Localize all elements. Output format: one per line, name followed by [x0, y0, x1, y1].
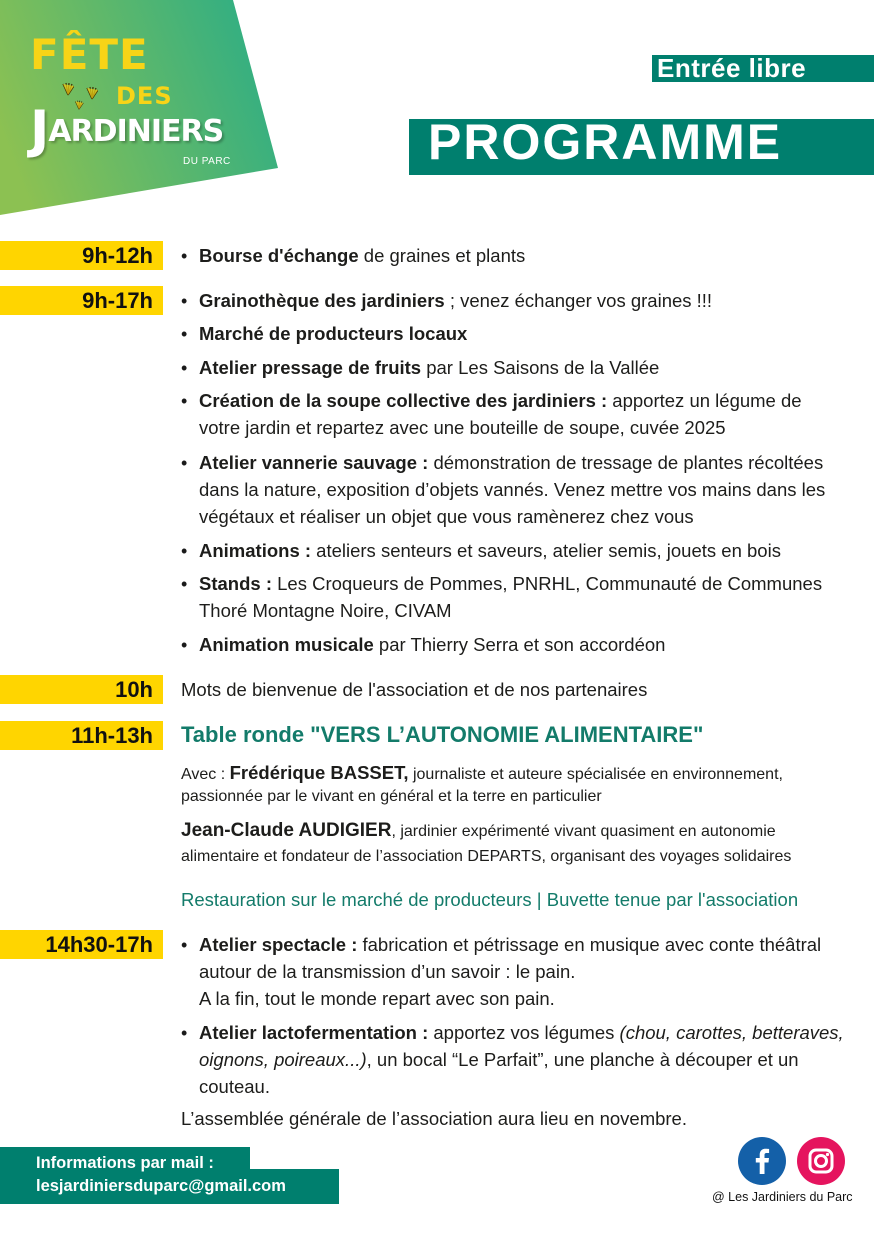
instagram-icon [797, 1137, 845, 1185]
guest-1-continuation: passionnée par le vivant en général et la terre en particulier [181, 788, 602, 805]
list-item [199, 573, 822, 595]
logo-des: DES [116, 82, 173, 110]
guest-desc: , jardinier expérimenté vivant quasiment en autonomie [391, 823, 776, 840]
item-text: apportez un légume de [607, 390, 802, 411]
item-bold: Atelier spectacle : [199, 934, 358, 955]
item-italic: oignons, poireaux...) [199, 1049, 367, 1070]
email-link[interactable]: lesjardiniersduparc@gmail.com [36, 1177, 286, 1195]
item-bold: Stands : [199, 573, 272, 594]
logo-du-parc: DU PARC [183, 156, 231, 167]
bullet: • [181, 935, 188, 955]
item-text: par Les Saisons de la Vallée [421, 357, 660, 378]
round-table-title: Table ronde "VERS L’AUTONOMIE ALIMENTAIRE" [181, 722, 704, 747]
item-continuation: A la fin, tout le monde repart avec son pain. [199, 988, 555, 1009]
item-bold: Atelier pressage de fruits [199, 357, 422, 378]
item-text: ateliers senteurs et saveurs, atelier semis, jouets en bois [311, 540, 781, 561]
list-item [199, 934, 821, 956]
catering-note: Restauration sur le marché de producteurs | Buvette tenue par l'association [181, 889, 799, 910]
facebook-button[interactable] [738, 1137, 786, 1185]
mail-label: Informations par mail : [36, 1154, 214, 1172]
welcome-text: Mots de bienvenue de l'association et de nos partenaires [181, 679, 648, 700]
item-bold: Bourse d'échange [199, 245, 359, 266]
guest-name: Frédérique BASSET, [229, 762, 409, 783]
time-text: 14h30-17h [45, 932, 153, 957]
item-text: , un bocal “Le Parfait”, une planche à découper et un [366, 1049, 799, 1070]
logo-jardiniers [30, 100, 224, 160]
time-label-9h-12h [0, 241, 163, 270]
item-bold: Animations : [199, 540, 312, 561]
item-continuation: dans la nature, exposition d’objets vannés. Venez mettre vos mains dans les [199, 479, 826, 500]
item-text: Les Croqueurs de Pommes, PNRHL, Communauté de Communes [271, 573, 823, 594]
entree-libre-text: Entrée libre [657, 53, 807, 83]
time-text: 10h [115, 677, 153, 702]
guest-1 [181, 762, 783, 786]
item-text: démonstration de tressage de plantes récoltées [428, 452, 824, 473]
item-bold: Atelier lactofermentation : [199, 1022, 429, 1043]
programme-title-box [409, 114, 874, 175]
guest-2 [181, 820, 776, 843]
entree-libre-badge [652, 55, 874, 82]
item-text: de graines et plants [358, 245, 526, 266]
item-bold: Grainothèque des jardiniers [199, 290, 445, 311]
wheat-tuft-icon [86, 86, 98, 100]
time-text: 9h-12h [82, 243, 153, 268]
guest-prefix: Avec : [181, 766, 230, 783]
item-bold: Marché de producteurs locaux [199, 323, 468, 344]
time-label-14h30-17h [0, 930, 163, 959]
page-title: PROGRAMME [428, 114, 783, 170]
guest-2-continuation: alimentaire et fondateur de l’association DEPARTS, organisant des voyages solidaires [181, 848, 792, 865]
item-continuation: couteau. [199, 1076, 270, 1097]
bullet: • [181, 541, 188, 561]
bullet: • [181, 291, 188, 311]
bullet: • [181, 453, 188, 473]
bullet: • [181, 246, 188, 266]
logo-ardiniers: ARDINIERS [48, 114, 224, 149]
list-item [199, 290, 712, 312]
guest-desc: journaliste et auteure spécialisée en environnement, [408, 766, 783, 783]
list-item [199, 245, 525, 267]
item-italic: (chou, carottes, betteraves, [619, 1022, 844, 1043]
wheat-tuft-icon [62, 82, 74, 96]
closing-note: L’assemblée générale de l’association aura lieu en novembre. [181, 1108, 687, 1129]
logo-fete: FÊTE [30, 30, 149, 79]
facebook-icon [738, 1137, 786, 1185]
bullet: • [181, 391, 188, 411]
list-item [199, 540, 781, 562]
guest-name: Jean-Claude AUDIGIER [181, 820, 392, 841]
bullet: • [181, 324, 188, 344]
item-continuation [199, 1049, 799, 1071]
item-continuation: autour de la transmission d’un savoir : le pain. [199, 961, 576, 982]
item-bold: Atelier vannerie sauvage : [199, 452, 429, 473]
list-item [199, 1022, 844, 1044]
list-item [199, 634, 665, 656]
social-handle: @ Les Jardiniers du Parc [712, 1190, 853, 1204]
list-item [199, 357, 659, 379]
time-text: 9h-17h [82, 288, 153, 313]
item-continuation: votre jardin et repartez avec une bouteille de soupe, cuvée 2025 [199, 417, 726, 438]
bullet: • [181, 574, 188, 594]
time-label-11h-13h [0, 721, 163, 750]
list-item [199, 452, 823, 474]
item-text: par Thierry Serra et son accordéon [373, 634, 666, 655]
item-continuation: végétaux et réaliser un objet que vous ramènerez chez vous [199, 506, 694, 527]
item-bold: Création de la soupe collective des jardiniers : [199, 390, 608, 411]
instagram-button[interactable] [797, 1137, 845, 1185]
list-item [199, 323, 467, 345]
item-continuation: Thoré Montagne Noire, CIVAM [199, 600, 452, 621]
time-text: 11h-13h [71, 723, 153, 748]
time-label-9h-17h [0, 286, 163, 315]
item-bold: Animation musicale [199, 634, 374, 655]
list-item [199, 390, 802, 412]
bullet: • [181, 358, 188, 378]
item-text: ; venez échanger vos graines !!! [444, 290, 713, 311]
item-text: apportez vos légumes [428, 1022, 620, 1043]
bullet: • [181, 635, 188, 655]
bullet: • [181, 1023, 188, 1043]
logo-j: J [30, 100, 49, 160]
item-text: fabrication et pétrissage en musique avec conte théâtral [357, 934, 822, 955]
time-label-10h [0, 675, 163, 704]
